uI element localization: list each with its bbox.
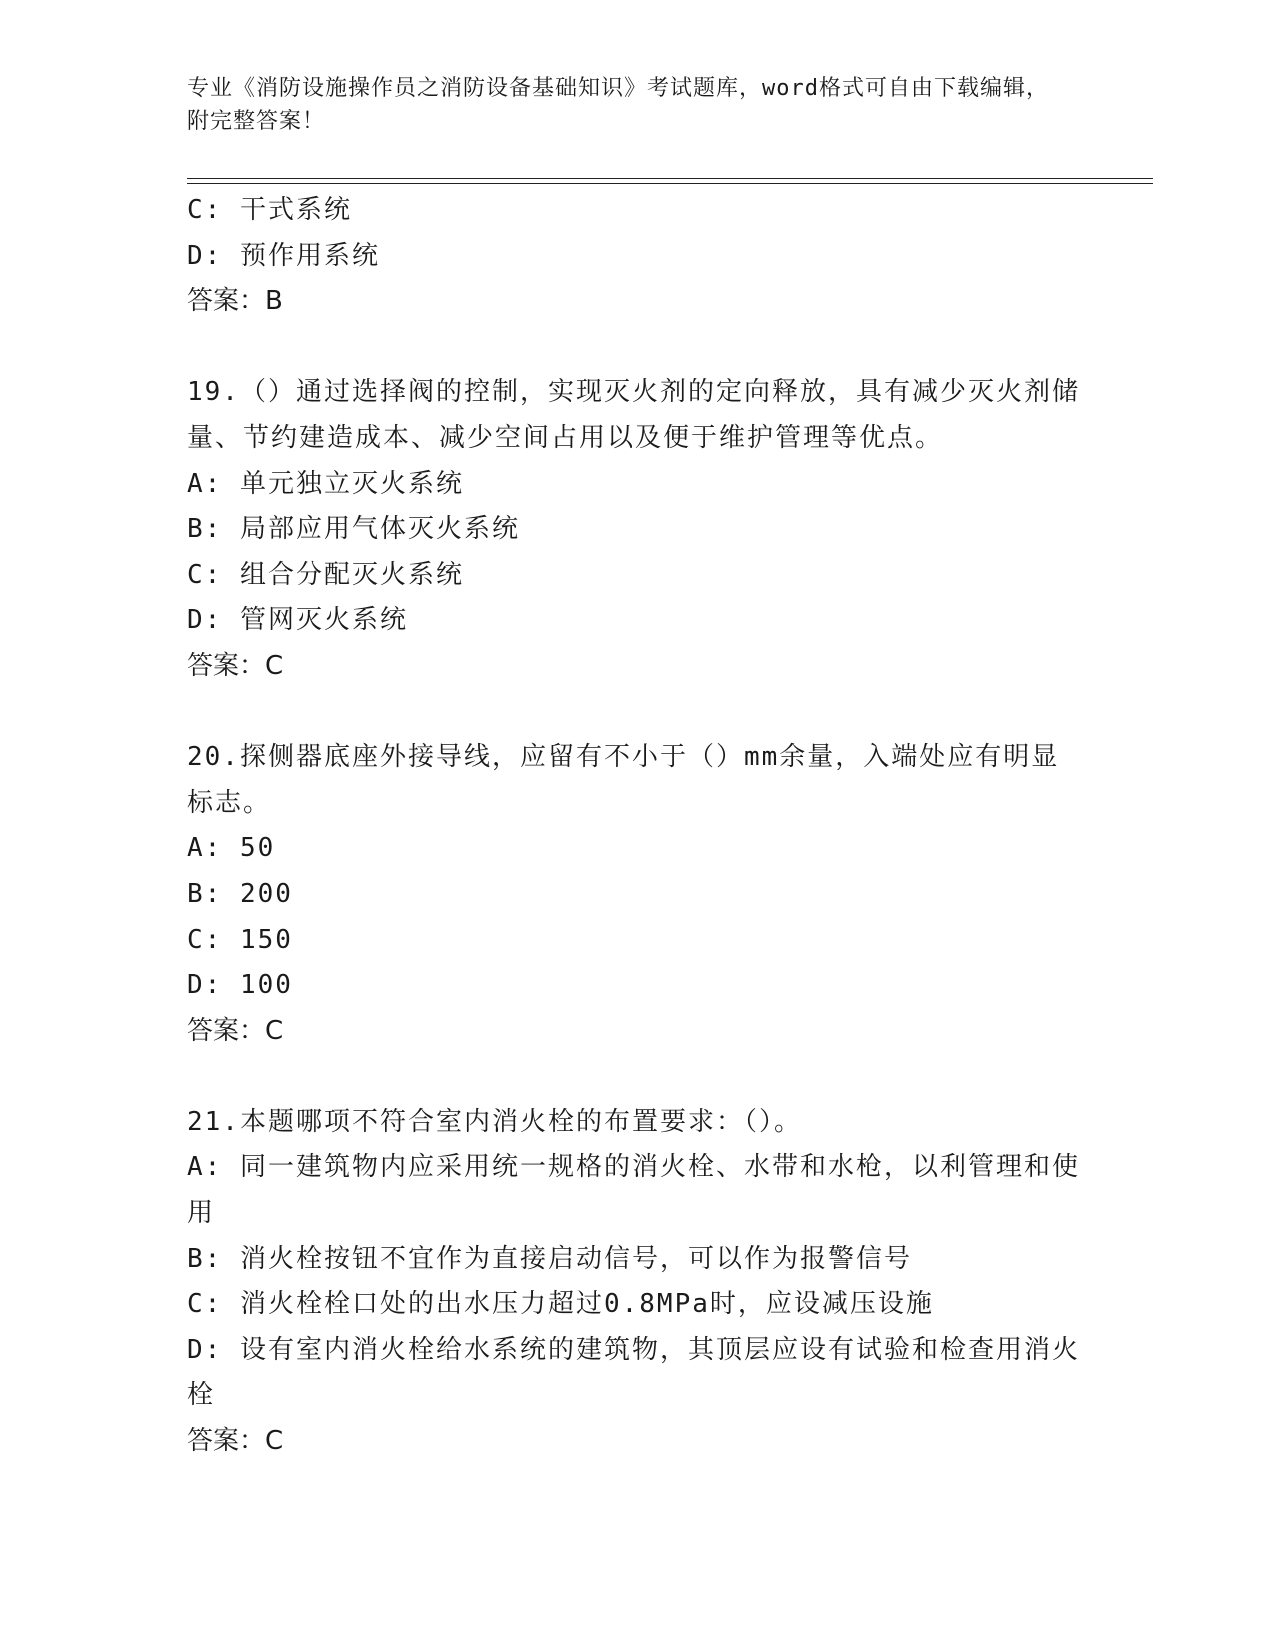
answer-line: 答案：C — [187, 650, 284, 681]
spacer — [187, 1054, 1087, 1100]
option-a: A: 同一建筑物内应采用统一规格的消火栓、水带和水枪，以利管理和使用 — [187, 1152, 1080, 1229]
option-b: B: 消火栓按钮不宜作为直接启动信号，可以作为报警信号 — [187, 1243, 912, 1274]
option-b: B: 局部应用气体灭火系统 — [187, 514, 520, 545]
option-d: D: 管网灭火系统 — [187, 605, 408, 636]
option-b: B: 200 — [187, 878, 293, 909]
option-d: D: 预作用系统 — [187, 240, 380, 271]
option-c: C: 组合分配灭火系统 — [187, 559, 464, 590]
option-c: C: 干式系统 — [187, 195, 352, 225]
question-stem: 21.本题哪项不符合室内消火栓的布置要求：（）。 — [187, 1106, 802, 1137]
question-20 — [187, 735, 1087, 1054]
option-a: A: 单元独立灭火系统 — [187, 468, 464, 499]
page-header: 专业《消防设施操作员之消防设备基础知识》考试题库，word格式可自由下载编辑，附完整答案！ — [187, 76, 1049, 134]
question-stem: 20.探侧器底座外接导线，应留有不小于（）mm余量，入端处应有明显标志。 — [187, 742, 1060, 818]
option-a: A: 50 — [187, 833, 276, 864]
header-rule-top — [187, 178, 1153, 179]
question-19 — [187, 370, 1087, 689]
answer-line: 答案：C — [187, 1015, 284, 1046]
question-21 — [187, 1100, 1087, 1465]
question-list — [187, 188, 1087, 1465]
option-c: C: 150 — [187, 924, 293, 955]
option-d: D: 设有室内消火栓给水系统的建筑物，其顶层应设有试验和检查用消火栓 — [187, 1334, 1080, 1411]
header-rule-bottom — [187, 183, 1153, 184]
question-stem: 19.（）通过选择阀的控制，实现灭火剂的定向释放，具有减少灭火剂储量、节约建造成本、减少空间占用以及便于维护管理等优点。 — [187, 377, 1080, 453]
spacer — [187, 690, 1087, 736]
option-c: C: 消火栓栓口处的出水压力超过0.8MPa时，应设减压设施 — [187, 1289, 934, 1320]
question-18-continuation — [187, 188, 1087, 325]
answer-line: 答案：B — [187, 286, 283, 317]
option-d: D: 100 — [187, 970, 293, 1001]
spacer — [187, 325, 1087, 371]
answer-line: 答案：C — [187, 1426, 284, 1457]
